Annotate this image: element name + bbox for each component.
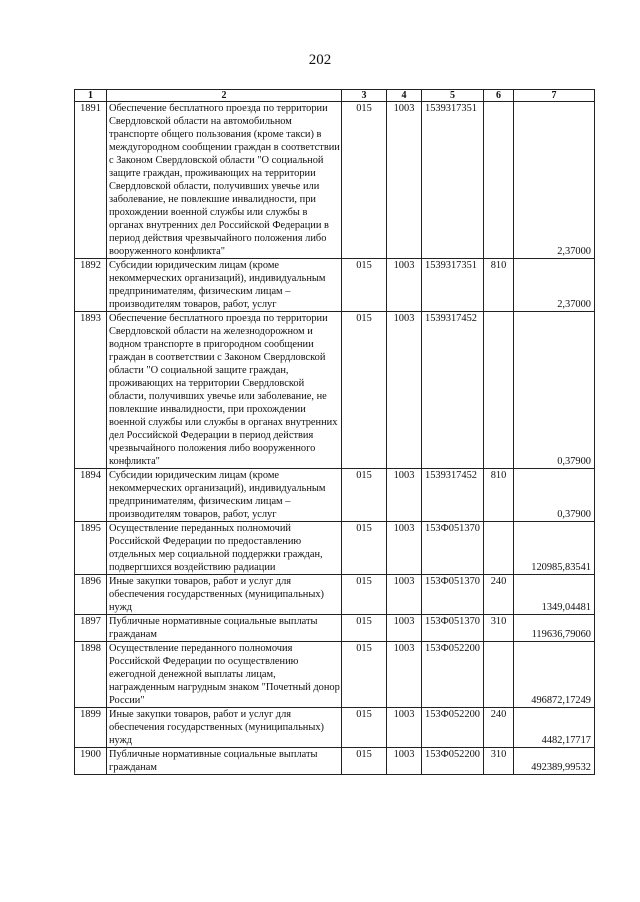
page-number: 202 — [308, 52, 332, 68]
table-row — [75, 259, 595, 312]
expense-type-cell: 810 — [484, 259, 514, 312]
expense-type-cell — [484, 642, 514, 708]
table-row — [75, 708, 595, 748]
item-name-cell: Иные закупки товаров, работ и услуг для обеспечения государственных (муниципальных) нужд — [107, 575, 342, 615]
section-code-cell: 1003 — [387, 259, 422, 312]
column-header: 1 — [75, 90, 107, 102]
amount-cell: 2,37000 — [514, 102, 595, 259]
row-number-cell: 1897 — [75, 615, 107, 642]
column-header: 3 — [342, 90, 387, 102]
ministry-code-cell: 015 — [342, 469, 387, 522]
expense-type-cell: 310 — [484, 748, 514, 775]
row-number-cell: 1895 — [75, 522, 107, 575]
expense-type-cell — [484, 312, 514, 469]
target-article-cell: 153Ф052200 — [422, 708, 484, 748]
target-article-cell: 1539317452 — [422, 312, 484, 469]
section-code-cell: 1003 — [387, 522, 422, 575]
item-name-cell: Осуществление переданных полномочий Российской Федерации по предоставлению отдельных мер социальной поддержки граждан, подвергшихся воздействию радиации — [107, 522, 342, 575]
item-name-cell: Субсидии юридическим лицам (кроме некоммерческих организаций), индивидуальным предпринимателям, физическим лицам – производителям товаров, работ, услуг — [107, 259, 342, 312]
ministry-code-cell: 015 — [342, 522, 387, 575]
expense-type-cell: 310 — [484, 615, 514, 642]
amount-cell: 2,37000 — [514, 259, 595, 312]
row-number-cell: 1893 — [75, 312, 107, 469]
column-header: 6 — [484, 90, 514, 102]
column-header: 2 — [107, 90, 342, 102]
table-row — [75, 615, 595, 642]
table-row — [75, 575, 595, 615]
section-code-cell: 1003 — [387, 615, 422, 642]
column-header: 7 — [514, 90, 595, 102]
section-code-cell: 1003 — [387, 575, 422, 615]
item-name-cell: Осуществление переданного полномочия Российской Федерации по осуществлению ежегодной денежной выплаты лицам, награжденным нагрудным знаком "Почетный донор России" — [107, 642, 342, 708]
expense-type-cell — [484, 522, 514, 575]
amount-cell: 120985,83541 — [514, 522, 595, 575]
item-name-cell: Публичные нормативные социальные выплаты гражданам — [107, 748, 342, 775]
target-article-cell: 1539317351 — [422, 102, 484, 259]
section-code-cell: 1003 — [387, 708, 422, 748]
amount-cell: 1349,04481 — [514, 575, 595, 615]
target-article-cell: 1539317452 — [422, 469, 484, 522]
row-number-cell: 1894 — [75, 469, 107, 522]
row-number-cell: 1891 — [75, 102, 107, 259]
amount-cell: 4482,17717 — [514, 708, 595, 748]
row-number-cell: 1892 — [75, 259, 107, 312]
expense-type-cell: 810 — [484, 469, 514, 522]
row-number-cell: 1896 — [75, 575, 107, 615]
table-header-row — [75, 90, 595, 102]
amount-cell: 496872,17249 — [514, 642, 595, 708]
target-article-cell: 1539317351 — [422, 259, 484, 312]
row-number-cell: 1900 — [75, 748, 107, 775]
section-code-cell: 1003 — [387, 748, 422, 775]
ministry-code-cell: 015 — [342, 748, 387, 775]
table-row — [75, 312, 595, 469]
table-row — [75, 522, 595, 575]
budget-table — [74, 89, 595, 775]
expense-type-cell: 240 — [484, 575, 514, 615]
target-article-cell: 153Ф051370 — [422, 615, 484, 642]
column-header: 5 — [422, 90, 484, 102]
table-row — [75, 469, 595, 522]
table-row — [75, 102, 595, 259]
item-name-cell: Обеспечение бесплатного проезда по территории Свердловской области на железнодорожном и водном транспорте в пригородном сообщении граждан в соответствии с Законом Свердловской области "О социальной защите граждан, проживающих на территории Свердловской области, получивших увечье или заболевание, не повлекшие инвалидности, при прохождении военной службы или службы в органах внутренних дел Российской Федерации в период действия чрезвычайного положения либо вооруженного конфликта" — [107, 312, 342, 469]
item-name-cell: Публичные нормативные социальные выплаты гражданам — [107, 615, 342, 642]
section-code-cell: 1003 — [387, 642, 422, 708]
section-code-cell: 1003 — [387, 469, 422, 522]
target-article-cell: 153Ф052200 — [422, 642, 484, 708]
column-header: 4 — [387, 90, 422, 102]
target-article-cell: 153Ф051370 — [422, 575, 484, 615]
row-number-cell: 1899 — [75, 708, 107, 748]
expense-type-cell — [484, 102, 514, 259]
expense-type-cell: 240 — [484, 708, 514, 748]
section-code-cell: 1003 — [387, 102, 422, 259]
ministry-code-cell: 015 — [342, 259, 387, 312]
ministry-code-cell: 015 — [342, 312, 387, 469]
ministry-code-cell: 015 — [342, 615, 387, 642]
row-number-cell: 1898 — [75, 642, 107, 708]
ministry-code-cell: 015 — [342, 575, 387, 615]
ministry-code-cell: 015 — [342, 642, 387, 708]
target-article-cell: 153Ф052200 — [422, 748, 484, 775]
ministry-code-cell: 015 — [342, 102, 387, 259]
item-name-cell: Субсидии юридическим лицам (кроме некоммерческих организаций), индивидуальным предпринимателям, физическим лицам – производителям товаров, работ, услуг — [107, 469, 342, 522]
item-name-cell: Иные закупки товаров, работ и услуг для обеспечения государственных (муниципальных) нужд — [107, 708, 342, 748]
table-row — [75, 748, 595, 775]
amount-cell: 119636,79060 — [514, 615, 595, 642]
amount-cell: 492389,99532 — [514, 748, 595, 775]
item-name-cell: Обеспечение бесплатного проезда по территории Свердловской области на автомобильном транспорте общего пользования (кроме такси) в междугородном сообщении граждан в соответствии с Законом Свердловской области "О социальной защите граждан, проживающих на территории Свердловской области, получивших увечье или заболевание, не повлекшие инвалидности, при прохождении военной службы или службы в органах внутренних дел Российской Федерации в период действия чрезвычайного положения либо вооруженного конфликта" — [107, 102, 342, 259]
amount-cell: 0,37900 — [514, 469, 595, 522]
amount-cell: 0,37900 — [514, 312, 595, 469]
ministry-code-cell: 015 — [342, 708, 387, 748]
table-row — [75, 642, 595, 708]
section-code-cell: 1003 — [387, 312, 422, 469]
target-article-cell: 153Ф051370 — [422, 522, 484, 575]
